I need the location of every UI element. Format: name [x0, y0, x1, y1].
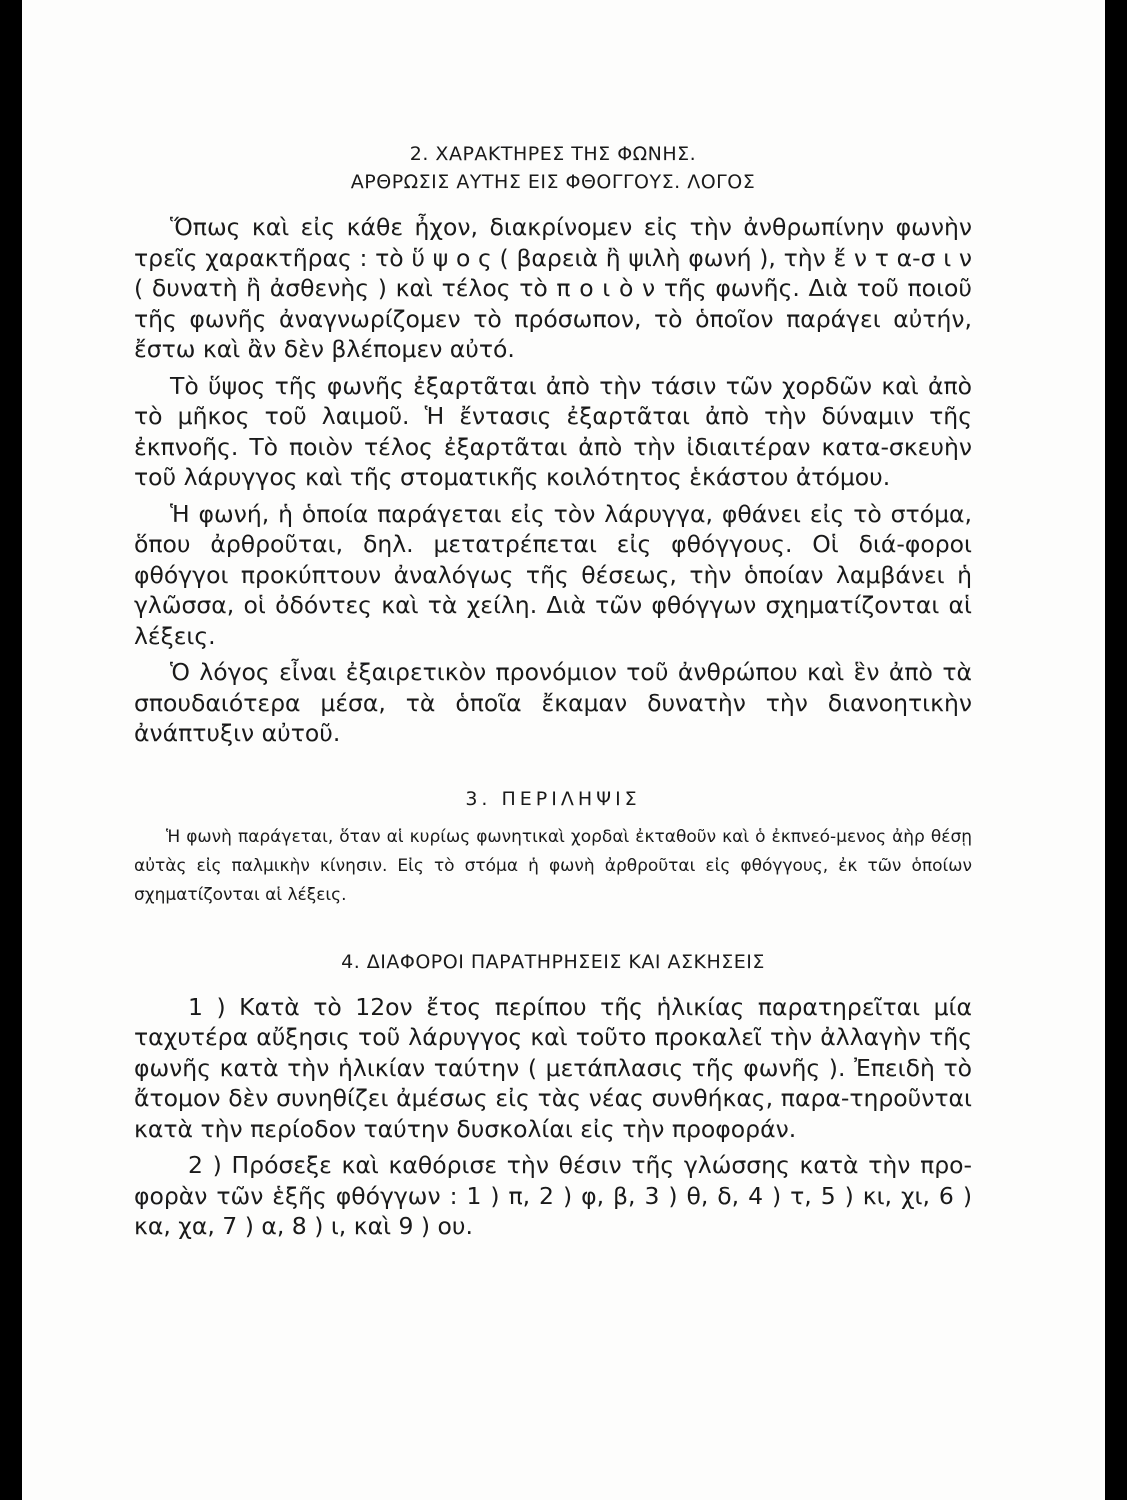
- section-exercises: [134, 948, 972, 1242]
- section-2-body: [134, 212, 972, 749]
- section-2-title-line-2: ΑΡΘΡΩΣΙΣ ΑΥΤΗΣ ΕΙΣ ΦΘΟΓΓΟΥΣ. ΛΟΓΟΣ: [350, 171, 756, 193]
- page-content: [134, 140, 972, 1242]
- section-2-title-line-1: 2. ΧΑΡΑΚΤΗΡΕΣ ΤΗΣ ΦΩΝΗΣ.: [409, 143, 697, 165]
- scanned-page: [22, 0, 1105, 1500]
- summary-text: Ἡ φωνὴ παράγεται, ὅταν αἱ κυρίως φωνητικαὶ χορδαὶ ἐκταθοῦν καὶ ὁ ἐκπνεό-μενος ἀὴρ θέσῃ αὐτὰς εἰς παλμικὴν κίνησιν. Εἰς τὸ στόμα ἡ φωνὴ ἀρθροῦται εἰς φθόγγους, ἐκ τῶν ὁποίων σχηματίζονται αἱ λέξεις.: [134, 826, 972, 905]
- paragraph: Ἡ φωνή, ἡ ὁποία παράγεται εἰς τὸν λάρυγγα, φθάνει εἰς τὸ στόμα, ὅπου ἀρθροῦται, δηλ. μετατρέπεται εἰς φθόγγους. Οἱ διά-φοροι φθόγγοι προκύπτουν ἀναλόγως τῆς θέσεως, τὴν ὁποίαν λαμβάνει ἡ γλῶσσα, οἱ ὀδόντες καὶ τὰ χείλη. Διὰ τῶν φθόγγων σχηματίζονται αἱ λέξεις.: [134, 499, 972, 650]
- section-4-body: [134, 992, 972, 1242]
- section-summary: [134, 785, 972, 910]
- section-3-body: [134, 823, 972, 910]
- section-4-title: 4. ΔΙΑΦΟΡΟΙ ΠΑΡΑΤΗΡΗΣΕΙΣ ΚΑΙ ΑΣΚΗΣΕΙΣ: [341, 950, 765, 973]
- exercise-item: 2 ) Πρόσεξε καὶ καθόρισε τὴν θέσιν τῆς γλώσσης κατὰ τὴν προ-φορὰν τῶν ἑξῆς φθόγγων : 1 ) π, 2 ) φ, β, 3 ) θ, δ, 4 ) τ, 5 ) κι, χι, 6 ) κα, χα, 7 ) α, 8 ) ι, καὶ 9 ) ου.: [134, 1151, 972, 1240]
- exercise-item: 1 ) Κατὰ τὸ 12ον ἔτος περίπου τῆς ἡλικίας παρατηρεῖται μία ταχυτέρα αὔξησις τοῦ λάρυγγος καὶ τοῦτο προκαλεῖ τὴν ἀλλαγὴν τῆς φωνῆς κατὰ τὴν ἡλικίαν ταύτην ( μετάπλασις τῆς φωνῆς ). Ἐπειδὴ τὸ ἄτομον δὲν συνηθίζει ἀμέσως εἰς τὰς νέας συνθήκας, παρα-τηροῦνται κατὰ τὴν περίοδον ταύτην δυσκολίαι εἰς τὴν προφοράν.: [134, 992, 972, 1143]
- paragraph: Τὸ ὕψος τῆς φωνῆς ἐξαρτᾶται ἀπὸ τὴν τάσιν τῶν χορδῶν καὶ ἀπὸ τὸ μῆκος τοῦ λαιμοῦ. Ἡ ἔντασις ἐξαρτᾶται ἀπὸ τὴν δύναμιν τῆς ἐκπνοῆς. Τὸ ποιὸν τέλος ἐξαρτᾶται ἀπὸ τὴν ἰδιαιτέραν κατα-σκευὴν τοῦ λάρυγγος καὶ τῆς στοματικῆς κοιλότητος ἑκάστου ἀτόμου.: [134, 371, 972, 491]
- paragraph: Ὁ λόγος εἶναι ἐξαιρετικὸν προνόμιον τοῦ ἀνθρώπου καὶ ἓν ἀπὸ τὰ σπουδαιότερα μέσα, τὰ ὁποῖα ἔκαμαν δυνατὴν τὴν διανοητικὴν ἀνάπτυξιν αὐτοῦ.: [134, 658, 972, 747]
- section-3-title: 3. ΠΕΡΙΛΗΨΙΣ: [465, 787, 641, 810]
- paragraph: Ὅπως καὶ εἰς κάθε ἦχον, διακρίνομεν εἰς τὴν ἀνθρωπίνην φωνὴν τρεῖς χαρακτῆρας : τὸ ὕ ψ ο ς ( βαρειὰ ἢ ψιλὴ φωνή ), τὴν ἔ ν τ α-σ ι ν ( δυνατὴ ἢ ἀσθενὴς ) καὶ τέλος τὸ π ο ι ὸ ν τῆς φωνῆς. Διὰ τοῦ ποιοῦ τῆς φωνῆς ἀναγνωρίζομεν τὸ πρόσωπον, τὸ ὁποῖον παράγει αὐτήν, ἔστω καὶ ἂν δὲν βλέπομεν αὐτό.: [134, 213, 972, 363]
- section-characteristics: [134, 140, 972, 749]
